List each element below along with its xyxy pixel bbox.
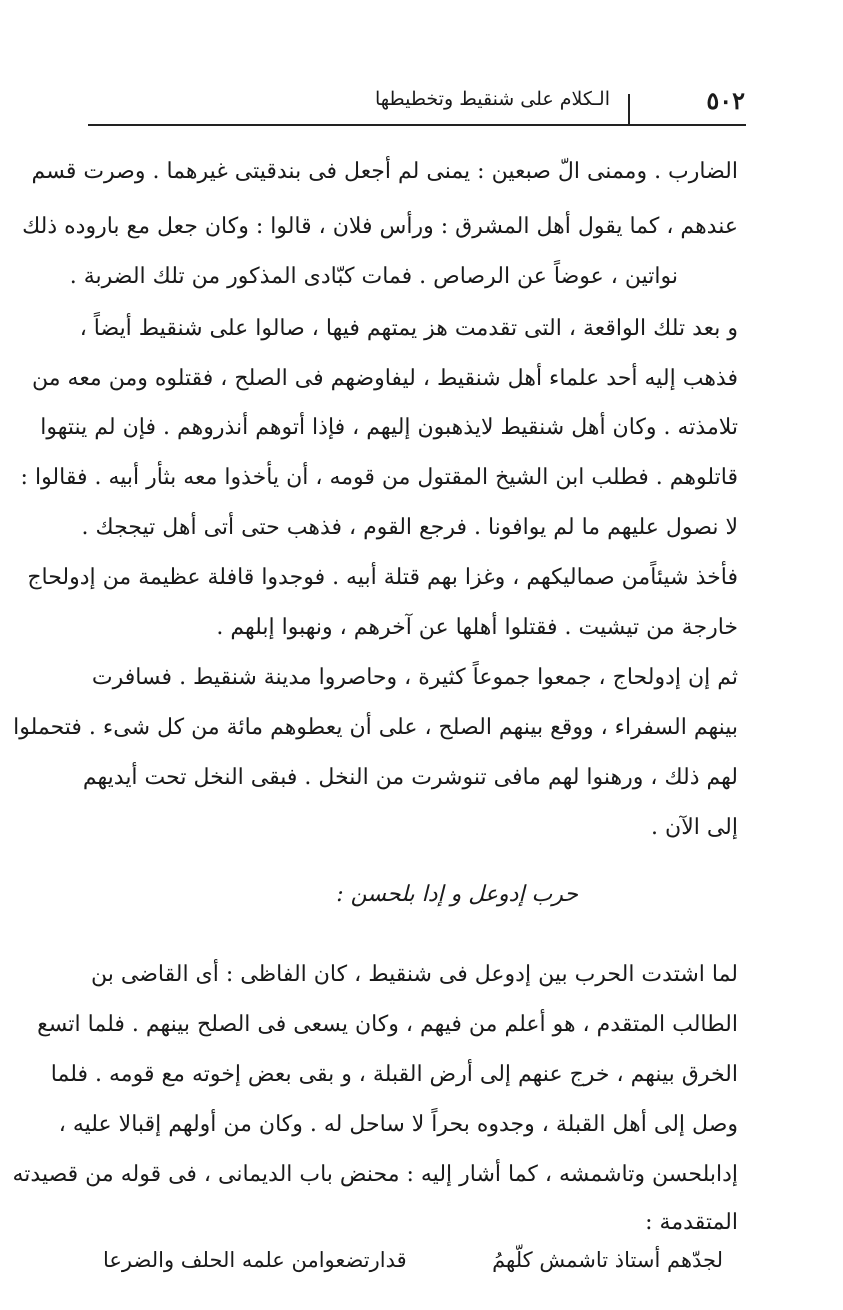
header-rule [88, 124, 746, 126]
text-line: الخرق بينهم ، خرج عنهم إلى أرض القبلة ، و بقى بعض إخوته مع قومه . فلما [50, 1062, 738, 1087]
text-line: خارجة من تيشيت . فقتلوا أهلها عن آخرهم ، ونهبوا إبلهم . [216, 615, 738, 640]
text-line: إدابلحسن وتاشمشه ، كما أشار إليه : محنض باب الديمانى ، فى قوله من قصيدته [12, 1162, 738, 1187]
text-line: وصل إلى أهل القبلة ، وجدوه بحراً لا ساحل له . وكان من أولهم إقبالا عليه ، [58, 1112, 738, 1137]
page-number: ٥٠٢ [706, 86, 745, 115]
section-heading: حرب إدوعل و إدا بلحسن : [336, 882, 578, 907]
running-title: الـكلام على شنقيط وتخطيطها [374, 88, 610, 110]
text-line: فأخذ شيئاًمن صماليكهم ، وغزا بهم قتلة أبيه . فوجدوا قافلة عظيمة من إدولحاج [27, 565, 738, 590]
text-line: الطالب المتقدم ، هو أعلم من فيهم ، وكان يسعى فى الصلح بينهم . فلما اتسع [37, 1012, 738, 1037]
text-line: الضارب . وممنى الّ صبعين : يمنى لم أجعل فى بندقيتى غيرهما . وصرت قسم [31, 159, 738, 184]
verse-second-hemistich: قدارتضعوامن علمه الحلف والضرعا [103, 1248, 407, 1272]
text-line: عندهم ، كما يقول أهل المشرق : ورأس فلان ، قالوا : وكان جعل مع باروده ذلك [22, 214, 738, 239]
text-line: بينهم السفراء ، ووقع بينهم الصلح ، على أن يعطوهم مائة من كل شىء . فتحملوا [13, 715, 738, 740]
text-line: نواتين ، عوضاً عن الرصاص . فمات كبّادى المذكور من تلك الضربة . [69, 264, 678, 289]
poem-verse [103, 1245, 723, 1275]
text-line: لهم ذلك ، ورهنوا لهم مافى تنوشرت من النخل . فبقى النخل تحت أيديهم [82, 765, 738, 790]
text-line: لما اشتدت الحرب بين إدوعل فى شنقيط ، كان الفاظى : أى القاضى بن [91, 962, 738, 987]
text-line: إلى الآن . [651, 815, 738, 840]
verse-first-hemistich: لجدّهم أستاذ تاشمش كلّهمُ [492, 1248, 723, 1272]
text-line: تلامذته . وكان أهل شنقيط لايذهبون إليهم ، فإذا أتوهم أنذروهم . فإن لم ينتهوا [40, 415, 738, 440]
text-line: المتقدمة : [645, 1210, 738, 1235]
text-line: قاتلوهم . فطلب ابن الشيخ المقتول من قومه ، أن يأخذوا معه بثأر أبيه . فقالوا : [20, 465, 738, 490]
header-divider [628, 94, 630, 124]
text-line: ثم إن إدولحاج ، جمعوا جموعاً كثيرة ، وحاصروا مدينة شنقيط . فسافرت [91, 665, 738, 690]
text-line: و بعد تلك الواقعة ، التى تقدمت هز يمتهم فيها ، صالوا على شنقيط أيضاً ، [79, 316, 738, 341]
page-header [90, 82, 745, 124]
text-line: فذهب إليه أحد علماء أهل شنقيط ، ليفاوضهم فى الصلح ، فقتلوه ومن معه من [32, 366, 738, 391]
text-line: لا نصول عليهم ما لم يوافونا . فرجع القوم ، فذهب حتى أتى أهل تيججك . [81, 515, 738, 540]
